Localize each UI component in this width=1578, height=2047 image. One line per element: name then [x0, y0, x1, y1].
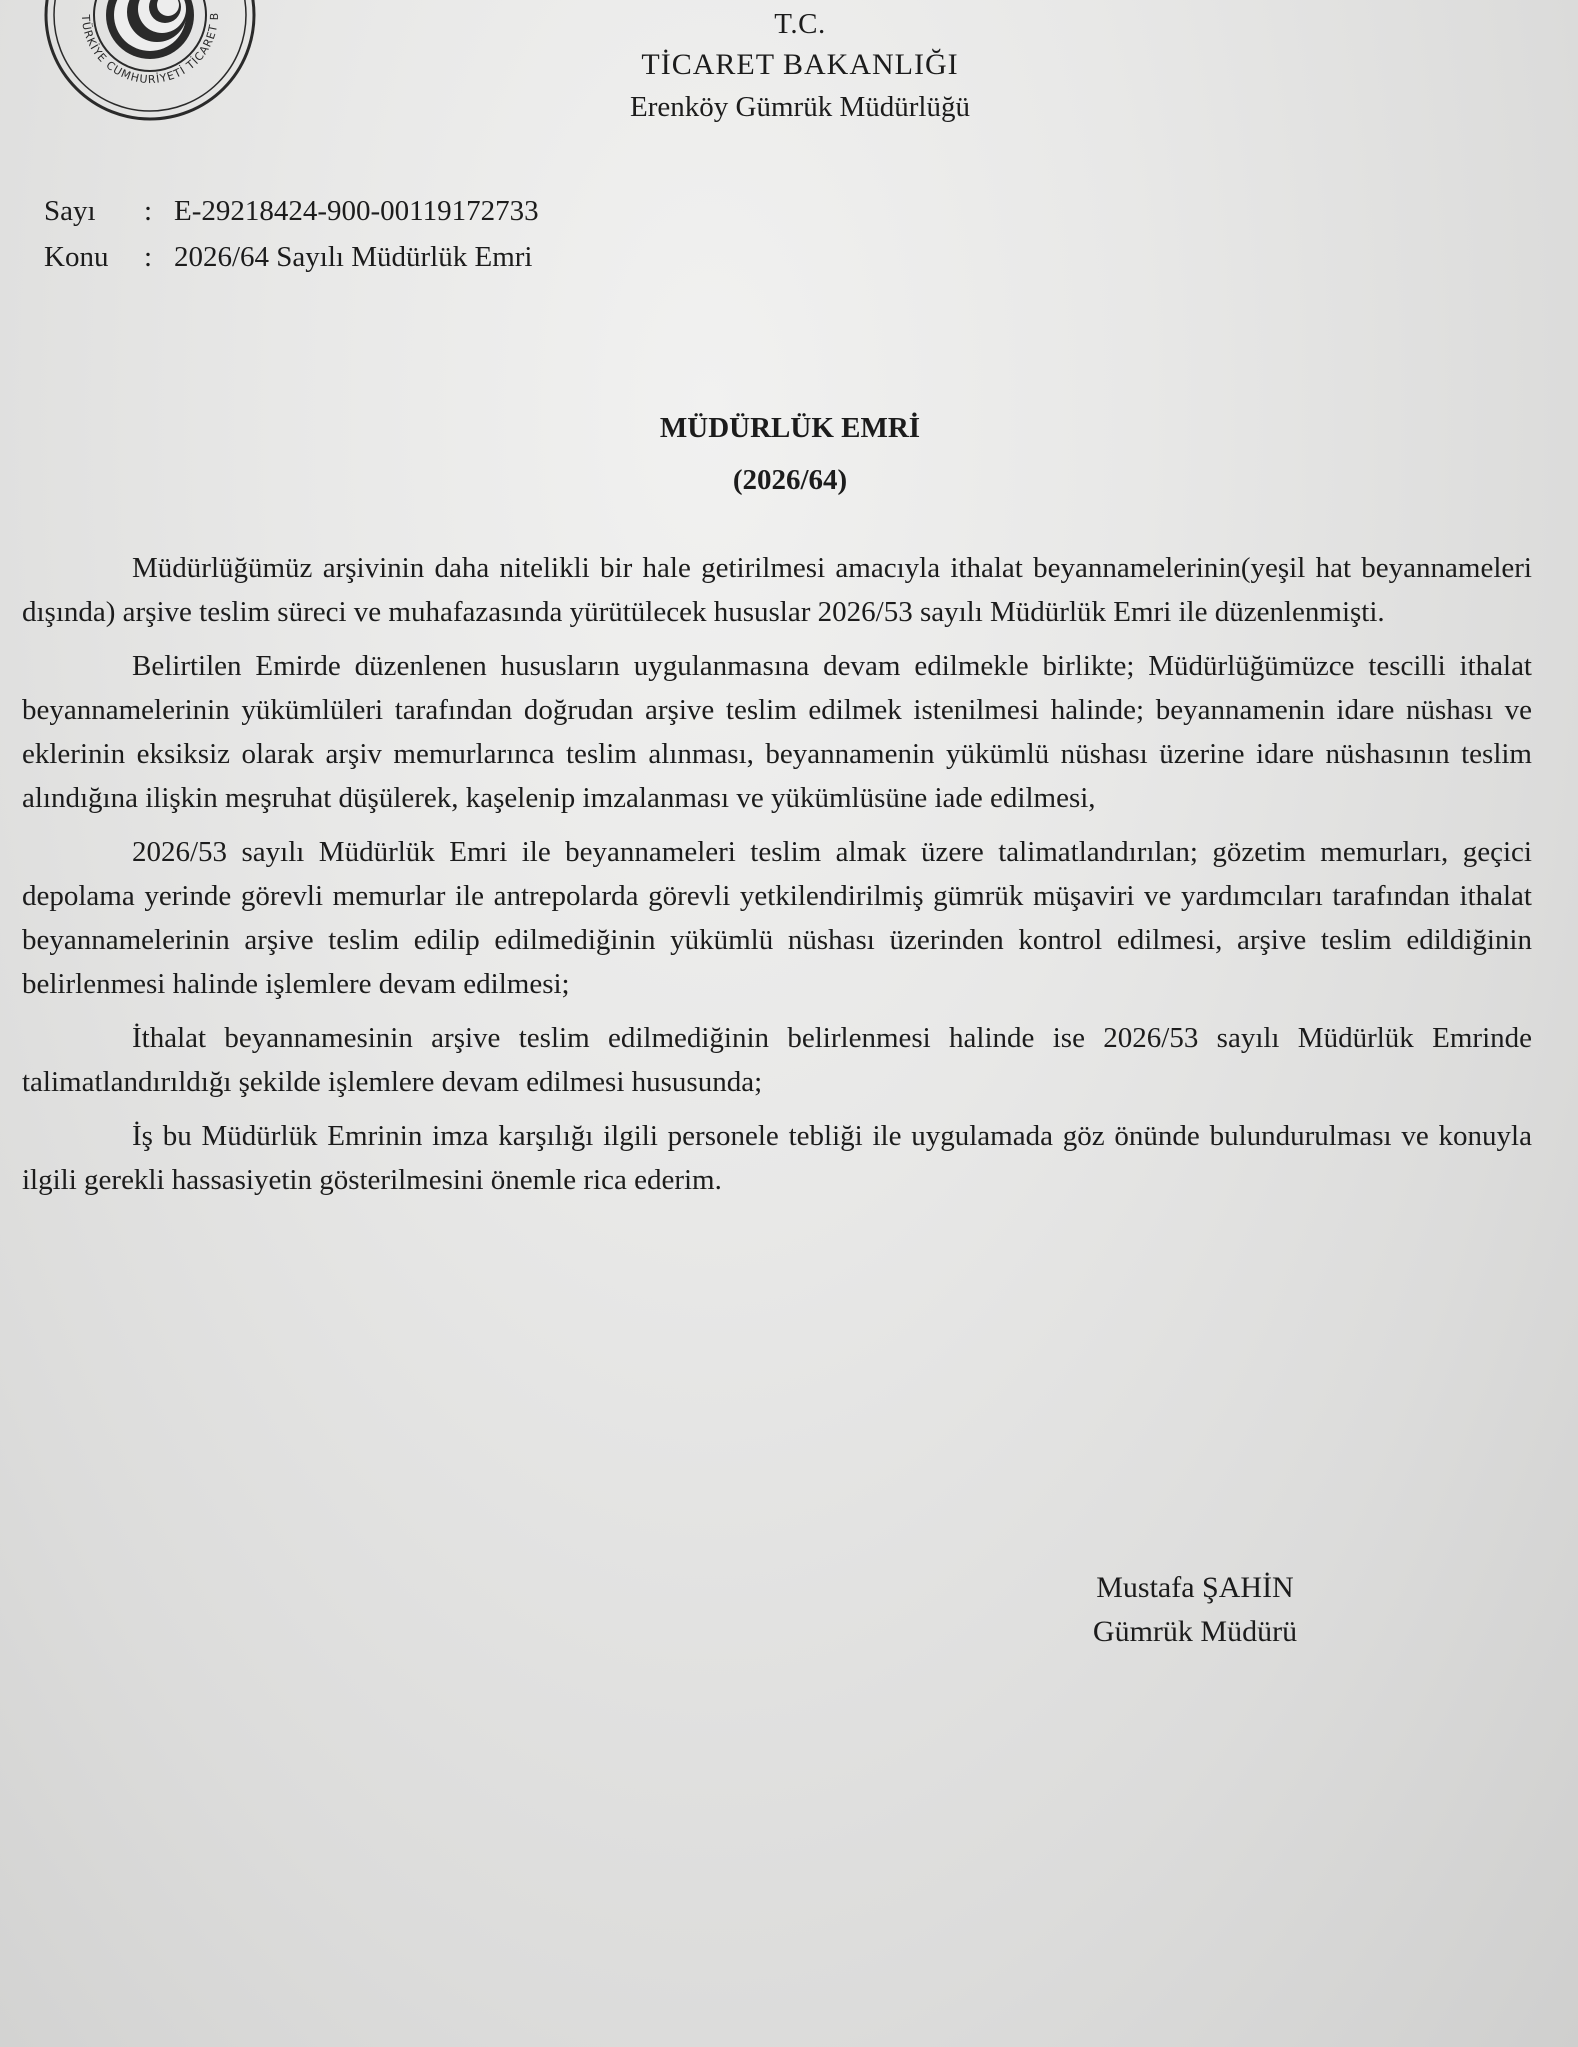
header-ministry: TİCARET BAKANLIĞI [641, 48, 959, 81]
title-number: (2026/64) [732, 464, 848, 496]
signature-block [1050, 1566, 1340, 1654]
signature-name: Mustafa ŞAHİN [1096, 1571, 1294, 1604]
document-title [560, 402, 1020, 506]
konu-label: Konu [44, 241, 109, 273]
header-unit: Erenköy Gümrük Müdürlüğü [630, 91, 970, 123]
meta-sayi-row [44, 188, 539, 234]
sayi-value: E-29218424-900-00119172733 [174, 195, 539, 227]
konu-separator: : [144, 241, 153, 273]
ministry-seal-icon [40, 0, 260, 125]
paragraph-1: Müdürlüğümüz arşivinin daha nitelikli bir hale getirilmesi amacıyla ithalat beyannamelerinin(yeşil hat beyannameleri dışında) arşive teslim süreci ve muhafazasında yürütülecek hususlar 2026/53 sayılı Müdürlük Emri ile düzenlenmişti. [22, 552, 1532, 628]
title-main: MÜDÜRLÜK EMRİ [659, 412, 921, 444]
sayi-label: Sayı [44, 195, 96, 227]
sayi-separator: : [144, 195, 153, 227]
konu-value: 2026/64 Sayılı Müdürlük Emri [174, 241, 533, 273]
paragraph-2: Belirtilen Emirde düzenlenen hususların uygulanmasına devam edilmekle birlikte; Müdürlüğümüzce tescilli ithalat beyannamelerinin yükümlüleri tarafından doğrudan arşive teslim edilmek istenilmesi halinde; beyannamenin idare nüshası ve eklerinin eksiksiz olarak arşiv memurlarınca teslim alınması, beyannamenin yükümlü nüshası üzerine idare nüshasının teslim alındığına ilişkin meşruhat düşülerek, kaşelenip imzalanması ve yükümlüsüne iade edilmesi, [22, 650, 1532, 814]
document-body [22, 546, 1532, 1212]
paragraph-4: İthalat beyannamesinin arşive teslim edilmediğinin belirlenmesi halinde ise 2026/53 sayılı Müdürlük Emrinde talimatlandırıldığı şekilde işlemlere devam edilmesi hususunda; [22, 1022, 1532, 1098]
header-tc: T.C. [774, 8, 826, 40]
document-meta [44, 188, 539, 280]
signature-position: Gümrük Müdürü [1092, 1615, 1298, 1648]
paragraph-5: İş bu Müdürlük Emrinin imza karşılığı ilgili personele tebliği ile uygulamada göz önünde bulundurulması ve konuyla ilgili gerekli hassasiyetin gösterilmesini önemle rica ederim. [22, 1120, 1532, 1196]
paragraph-3: 2026/53 sayılı Müdürlük Emri ile beyannameleri teslim almak üzere talimatlandırılan; gözetim memurları, geçici depolama yerinde görevli memurlar ile antrepolarda görevli yetkilendirilmiş gümrük müşaviri ve yardımcıları tarafından ithalat beyannamelerinin arşive teslim edilip edilmediğinin yükümlü nüshası üzerinden kontrol edilmesi, arşive teslim edildiğinin belirlenmesi halinde işlemlere devam edilmesi; [22, 836, 1532, 1000]
seal-arc-text: TÜRKİYE CUMHURİYETİ TİCARET B [78, 11, 222, 87]
document-header [560, 4, 1040, 128]
meta-konu-row [44, 234, 539, 280]
